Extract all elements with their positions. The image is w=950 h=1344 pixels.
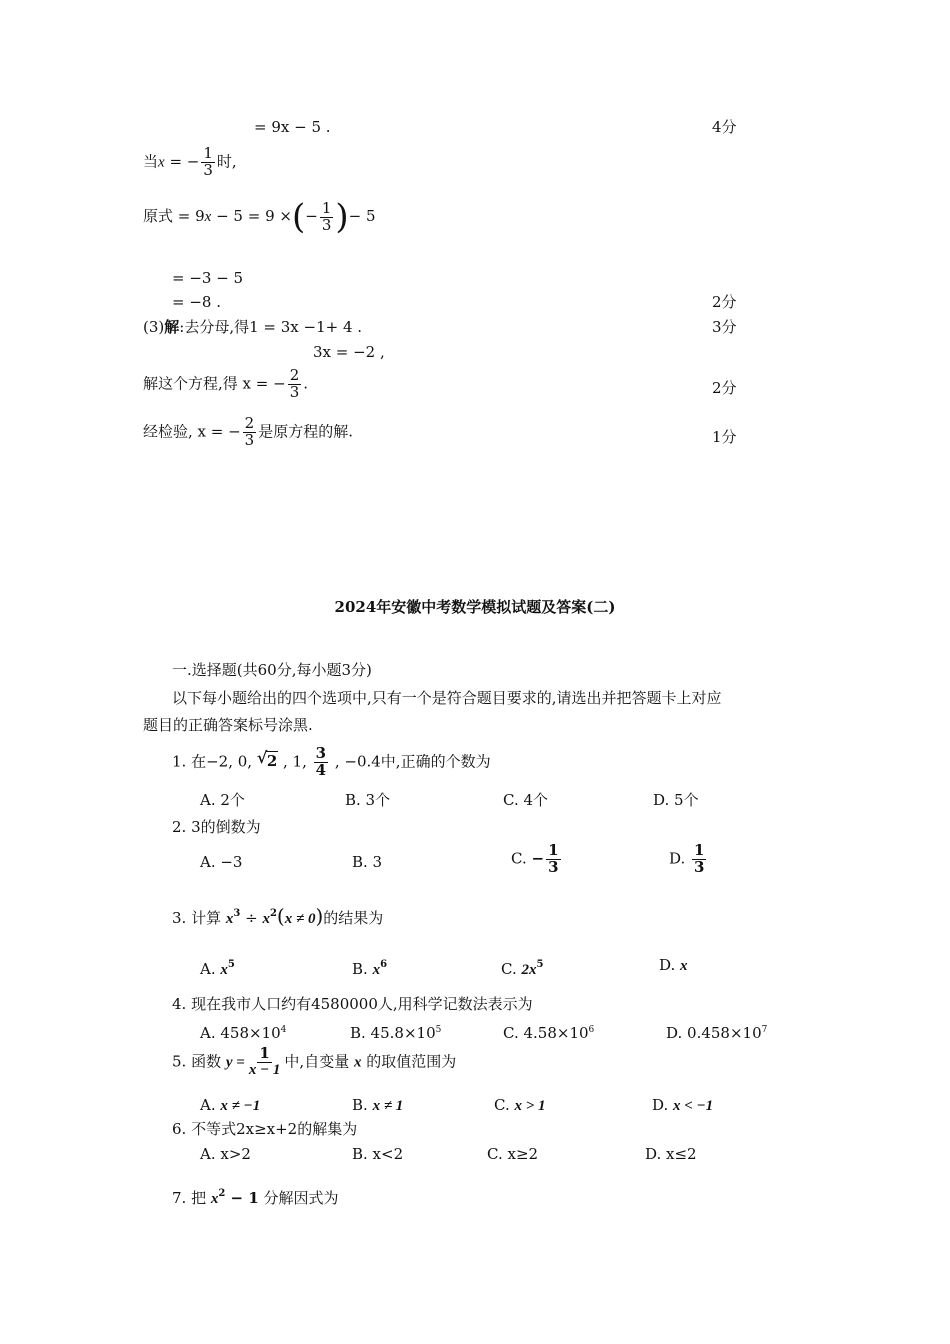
left-paren: (	[276, 904, 285, 928]
denominator: 3	[321, 215, 332, 234]
text: 的结果为	[323, 909, 384, 927]
numerator: 1	[548, 841, 559, 859]
option-d[interactable]	[652, 1095, 713, 1116]
numerator: 1	[203, 144, 213, 162]
text: − 5 = 9 ×	[211, 207, 292, 225]
fraction	[201, 146, 215, 179]
score-label: 1分	[712, 428, 737, 446]
text: 经检验, x = −	[143, 422, 241, 441]
option-c[interactable]	[503, 1020, 594, 1043]
sqrt-expression	[256, 748, 278, 771]
text: − 5	[348, 207, 376, 225]
question-2-stem: 2. 3的倒数为	[172, 818, 261, 836]
exponent: 5	[536, 959, 544, 970]
text: x = −	[237, 374, 286, 393]
denominator: 3	[548, 857, 559, 876]
option-c[interactable]	[511, 843, 563, 876]
expression: x < −1	[673, 1098, 714, 1114]
text: 的取值范围为	[361, 1052, 457, 1071]
text: (3)	[143, 318, 165, 336]
exam-title: 2024年安徽中考数学模拟试题及答案(二)	[334, 598, 616, 616]
condition: x ≠ 0	[284, 911, 316, 927]
solution-line	[143, 368, 308, 401]
variable: x	[262, 911, 270, 927]
text: , −0.4中,正确的个数为	[330, 752, 491, 771]
exponent: 6	[380, 959, 388, 970]
denominator: 3	[289, 382, 300, 401]
option-d[interactable]: D. x≤2	[645, 1145, 697, 1163]
fraction	[320, 198, 334, 234]
radical-sign: √	[256, 748, 268, 768]
text: −	[305, 207, 318, 225]
option-b[interactable]: B. 3	[352, 853, 383, 871]
option-label: D.	[669, 849, 691, 868]
solution-line	[143, 146, 237, 179]
variable: x	[210, 1191, 219, 1207]
text: 是原方程的解.	[258, 422, 353, 441]
exponent: 2	[269, 908, 277, 919]
option-a[interactable]	[200, 1095, 260, 1116]
option-label: B.	[352, 960, 373, 978]
exponent: 4	[280, 1025, 287, 1035]
text: , 1,	[278, 752, 312, 771]
variable: x	[372, 962, 381, 978]
solution-line: = −3 − 5	[172, 269, 244, 287]
option-b[interactable]: B. x<2	[352, 1145, 404, 1163]
text: = −	[164, 152, 200, 171]
option-label: A.	[200, 1096, 221, 1114]
question-5-stem	[172, 1046, 456, 1079]
option-c[interactable]: C. x≥2	[487, 1145, 539, 1163]
option-label: B.	[352, 1096, 373, 1114]
solution-line	[143, 416, 353, 449]
denominator: 3	[244, 430, 255, 449]
denominator: 3	[203, 160, 213, 179]
question-4-stem: 4. 现在我市人口约有4580000人,用科学记数法表示为	[172, 995, 533, 1013]
option-d[interactable]	[659, 955, 688, 976]
variable: x	[353, 1054, 362, 1071]
text: 7. 把	[172, 1189, 211, 1207]
question-1-stem	[172, 746, 491, 779]
fraction	[247, 1046, 283, 1079]
text: 中,自变量	[284, 1052, 354, 1071]
denominator: 3	[694, 857, 705, 876]
option-b[interactable]	[350, 1020, 441, 1043]
denominator: 4	[315, 760, 327, 779]
exponent: 2	[218, 1188, 226, 1199]
exponent: 7	[761, 1025, 768, 1035]
option-c[interactable]	[494, 1095, 546, 1116]
score-label: 2分	[712, 379, 737, 397]
fraction	[314, 746, 328, 779]
option-label: C.	[511, 849, 532, 868]
text: −	[531, 849, 545, 868]
text: C. 4.58×10	[503, 1024, 589, 1042]
text: 解这个方程,得	[143, 374, 238, 393]
text: B. 45.8×10	[350, 1024, 436, 1042]
score-label: 3分	[712, 318, 737, 336]
fraction	[288, 368, 302, 401]
numerator: 1	[694, 841, 705, 859]
text: A. 458×10	[200, 1024, 281, 1042]
score-label: 2分	[712, 293, 737, 311]
option-d[interactable]: D. 5个	[653, 791, 699, 809]
text: 当	[143, 152, 159, 171]
option-d[interactable]	[669, 843, 708, 876]
text: :去分母,得1 = 3x −1+ 4 .	[179, 318, 363, 336]
text: 原式 = 9	[143, 207, 205, 225]
variable: x	[204, 209, 212, 225]
solution-line: 3x = −2 ,	[313, 343, 385, 361]
option-label: C.	[501, 960, 522, 978]
exponent: 5	[435, 1025, 442, 1035]
text: 5. 函数	[172, 1052, 226, 1071]
question-7-stem	[172, 1184, 339, 1209]
variable: x	[225, 911, 234, 927]
radicand: 2	[266, 752, 278, 771]
option-a[interactable]: A. x>2	[200, 1145, 251, 1163]
expression: x ≠ −1	[220, 1098, 261, 1114]
option-label: A.	[200, 960, 221, 978]
option-a[interactable]: A. 2个	[200, 791, 245, 809]
expression: x ≠ 1	[372, 1098, 404, 1114]
text: 3. 计算	[172, 909, 226, 927]
numerator: 1	[321, 198, 332, 217]
variable: x	[158, 154, 165, 171]
solution-line	[143, 197, 376, 237]
solve-label: 解	[164, 318, 180, 336]
text: .	[303, 374, 309, 393]
option-label: C.	[494, 1096, 515, 1114]
numerator: 2	[244, 414, 255, 432]
expression: x > 1	[514, 1098, 546, 1114]
text: ÷	[240, 909, 263, 927]
fraction	[692, 843, 706, 876]
option-b[interactable]: B. 3个	[345, 791, 391, 809]
question-6-stem: 6. 不等式2x≥x+2的解集为	[172, 1120, 358, 1138]
option-c[interactable]: C. 4个	[503, 791, 549, 809]
numerator: 3	[315, 744, 327, 762]
solution-line: = 9x − 5 .	[254, 118, 331, 136]
fraction	[243, 416, 257, 449]
variable: y =	[225, 1054, 245, 1071]
exponent: 5	[227, 959, 235, 970]
numerator: 1	[259, 1044, 270, 1062]
section-intro: 题目的正确答案标号涂黑.	[143, 716, 313, 734]
score-label: 4分	[712, 118, 737, 136]
question-3-stem	[172, 904, 383, 929]
text: − 1	[225, 1189, 259, 1207]
option-a[interactable]	[200, 1020, 286, 1043]
text: D. 0.458×10	[666, 1024, 762, 1042]
variable: x	[220, 962, 228, 978]
option-label: D.	[659, 956, 681, 974]
exponent: 6	[588, 1025, 595, 1035]
solution-line	[143, 317, 362, 337]
option-c[interactable]	[501, 955, 543, 980]
right-paren: )	[335, 197, 349, 237]
fraction	[546, 843, 560, 876]
right-paren: )	[315, 904, 324, 928]
left-paren: (	[291, 197, 306, 237]
denominator: x − 1	[248, 1061, 281, 1078]
variable: x	[680, 958, 688, 974]
text: 时,	[216, 152, 237, 171]
option-label: D.	[652, 1096, 674, 1114]
option-b[interactable]	[352, 955, 387, 980]
text: 1. 在−2, 0,	[172, 752, 257, 771]
section-intro: 以下每小题给出的四个选项中,只有一个是符合题目要求的,请选出并把答题卡上对应	[172, 689, 722, 707]
solution-line: = −8 .	[172, 293, 221, 311]
section-heading: 一.选择题(共60分,每小题3分)	[172, 661, 372, 679]
text: 分解因式为	[258, 1189, 339, 1207]
option-d[interactable]	[666, 1020, 767, 1043]
option-a[interactable]: A. −3	[200, 853, 243, 871]
numerator: 2	[289, 366, 300, 384]
option-b[interactable]	[352, 1095, 403, 1116]
option-a[interactable]	[200, 955, 235, 980]
exponent: 3	[233, 908, 241, 919]
variable: 2x	[521, 962, 537, 978]
